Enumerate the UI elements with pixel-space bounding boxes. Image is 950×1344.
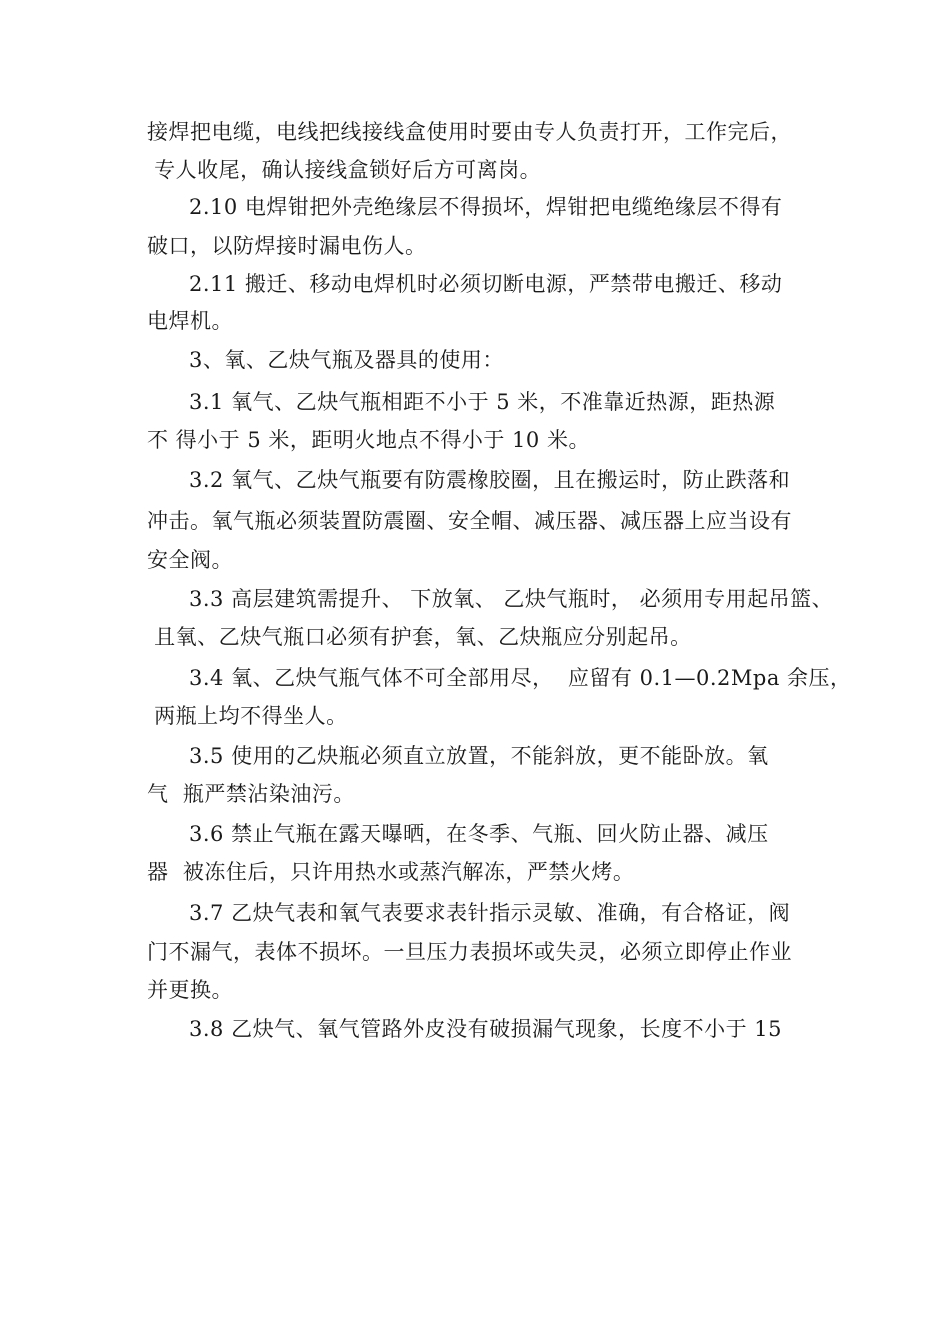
text-line: 气 瓶严禁沾染油污。 [147,782,355,806]
text-line: 2.11 搬迁、移动电焊机时必须切断电源，严禁带电搬迁、移动 [189,272,783,296]
text-line: 3.2 氧气、乙炔气瓶要有防震橡胶圈，且在搬运时，防止跌落和 [189,468,791,492]
text-line: 冲击。氧气瓶必须装置防震圈、安全帽、减压器、减压器上应当设有 [147,509,792,533]
text-line: 3.6 禁止气瓶在露天曝晒，在冬季、气瓶、回火防止器、减压 [189,822,769,846]
text-line: 器 被冻住后，只许用热水或蒸汽解冻，严禁火烤。 [147,860,635,884]
text-line: 2.10 电焊钳把外壳绝缘层不得损坏，焊钳把电缆绝缘层不得有 [189,195,783,219]
text-line: 3.5 使用的乙炔瓶必须直立放置，不能斜放，更不能卧放。氧 [189,744,769,768]
text-line: 破口，以防焊接时漏电伤人。 [147,234,427,258]
section-heading: 3、氧、乙炔气瓶及器具的使用： [189,348,504,372]
text-line: 3.8 乙炔气、氧气管路外皮没有破损漏气现象，长度不小于 15 [189,1017,782,1041]
text-line: 并更换。 [147,978,233,1002]
text-line: 接焊把电缆，电线把线接线盒使用时要由专人负责打开，工作完后， [147,120,792,144]
text-line: 电焊机。 [147,309,233,333]
text-line: 安全阀。 [147,548,233,572]
text-line: 两瓶上均不得坐人。 [147,704,348,728]
text-line: 且氧、乙炔气瓶口必须有护套，氧、乙炔瓶应分别起吊。 [147,625,692,649]
text-line: 3.3 高层建筑需提升、 下放氧、 乙炔气瓶时， 必须用专用起吊篮、 [189,587,834,611]
text-line: 门不漏气，表体不损坏。一旦压力表损坏或失灵，必须立即停止作业 [147,940,792,964]
text-line: 3.7 乙炔气表和氧气表要求表针指示灵敏、准确，有合格证，阀 [189,901,791,925]
text-line: 专人收尾，确认接线盒锁好后方可离岗。 [147,158,542,182]
text-line: 3.1 氧气、乙炔气瓶相距不小于 5 米，不准靠近热源，距热源 [189,390,776,414]
text-line: 不 得小于 5 米，距明火地点不得小于 10 米。 [147,428,590,452]
text-line: 3.4 氧、乙炔气瓶气体不可全部用尽， 应留有 0.1—0.2Mpa 余压， [189,666,852,690]
